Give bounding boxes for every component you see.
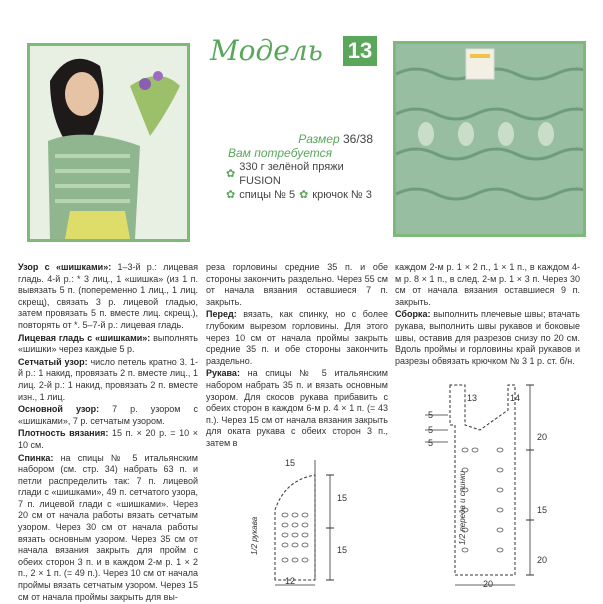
model-title: Модель (210, 34, 323, 67)
paragraph-title: Спинка: (18, 452, 54, 463)
paragraph-text: выполнять «шишки» через каждые 5 р. (18, 332, 198, 355)
sleeve-diagram-label: 1/2 рукава (250, 516, 259, 555)
paragraph-text: каждом 2-м р. 1 × 2 п., 1 × 1 п., в каждом 4-м р. 8 × 1 п., в след. 2-м р. 1 × 3 п. Через 30 см от начала вязания оставшиеся 9 п. закрыть. (395, 262, 580, 307)
paragraph-title: Сборка: (395, 309, 431, 320)
model-photo (27, 43, 190, 242)
paragraph-text: 15 п. × 20 р. = 10 × 10 см. (18, 428, 198, 450)
paragraph (206, 262, 388, 308)
flower-icon: ✿ (226, 189, 236, 201)
flower-icon: ✿ (226, 168, 236, 180)
body-dim-low: 20 (537, 555, 548, 565)
body-dim-bottom: 20 (483, 579, 494, 589)
flower-icon: ✿ (299, 189, 309, 201)
paragraph-text: выполнить плечевые швы; втачать рукава, выполнить швы рукавов и боковые швы, оставив для разрезов снизу по 20 см. Вдоль проймы и горловины край рукавов и разрезы обвязать крючком № 3 1 р. ст. б/н. (395, 309, 580, 366)
paragraph-title: Узор с «шишками»: (18, 262, 112, 272)
sleeve-dim-lower: 15 (337, 545, 348, 555)
detail-photo (393, 41, 586, 237)
body-dim-neck: 13 (467, 393, 478, 403)
body-dim-c: 5 (428, 438, 434, 448)
size-value: 36/38 (342, 132, 373, 146)
yarn-line (226, 160, 383, 188)
paragraph-title: Основной узор: (18, 404, 100, 415)
paragraph-text: 7 р. узором с «шишками», 7 р. сетчатым узором. (18, 404, 198, 426)
paragraph-text: на спицы № 5 итальянским набором набрать 35 п. и вязать основным узором. Для скосов рукава прибавить с обеих сторон в каждом 6-м р. 4 × 1 п. (= 43 п.). Через 15 см от начала вязания закрыть для оката рукава с обеих сторон 3 п., затем в (206, 368, 388, 448)
paragraph-title: Перед: (206, 309, 237, 320)
body-dim-armhole: 20 (537, 432, 548, 442)
sleeve-dim-upper: 15 (337, 493, 348, 503)
instructions-column-1 (18, 262, 198, 604)
knit-detail-image (396, 44, 583, 234)
body-dim-b: 5 (428, 425, 434, 435)
size-line (198, 132, 373, 146)
paragraph (18, 453, 198, 604)
materials-heading: Вам потребуется (228, 146, 333, 160)
paragraph (18, 404, 198, 427)
model-number-badge: 13 (343, 36, 377, 66)
size-label: Размер (298, 132, 340, 146)
sleeve-diagram (240, 450, 375, 600)
instructions-column-2 (206, 262, 388, 451)
paragraph-text: число петель кратно 3. 1-й р.: 1 накид, провязать 2 п. вместе лиц., 1 лиц. 2-й р.: 1 накид, провязать 2 п. вместе изн., 1 лиц. (18, 356, 198, 402)
paragraph-text: реза горловины средние 35 п. и обе стороны закончить раздельно. Через 55 см от начала вязания оставшиеся 7 п. закрыть. (206, 262, 388, 307)
paragraph-title: Сетчатый узор: (18, 356, 88, 367)
paragraph-text: на спицы № 5 итальянским набором (см. стр. 34) набрать 63 п. и петли распределить так: 7 п. лицевой глади с «шишками», 49 п. сетчатого узора, 7 п. лицевой глади с «шишками». Через 20 см от начала работы вязать сетчатым узором. Через 30 см от начала работы вязать основным узором. Через 35 см от начала вязания закрыть для пройм с обеих сторон 3 п. и в каждом 2-м р. 1 × 2 п., 2 × 1 п. (= 49 п.). Через 10 см от начала проймы вязать сетчатым узором. Через 15 см от начала проймы закрыть для вы- (18, 452, 198, 602)
paragraph (206, 368, 388, 449)
sleeve-outline (275, 475, 315, 580)
paragraph (18, 262, 198, 332)
body-dim-a: 5 (428, 410, 434, 420)
paragraph-title: Плотность вязания: (18, 428, 109, 439)
paragraph-text: 1–3-й р.: лицевая гладь. 4-й р.: * 3 лиц., 1 «шишка» (из 1 п. вывязать 5 п. (попеременно 1 лиц., 1 лиц. скрещ), связать 3 р. лицевой гладью, затем провязать 5 п. вместе лиц. скрещ.), повторять от *. 5–7-й р.: лицевая гладь. (18, 262, 198, 330)
body-diagram-label: 1/2 переда и спинки (458, 470, 467, 545)
hook-text: крючок № 3 (312, 189, 372, 201)
sleeve-dim-top: 15 (285, 458, 296, 468)
paragraph-title: Рукава: (206, 368, 240, 379)
paragraph (18, 428, 198, 451)
body-dim-mid: 15 (537, 505, 548, 515)
paragraph (206, 309, 388, 367)
paragraph-title: Лицевая гладь с «шишками»: (18, 332, 151, 343)
model-figure-image (30, 46, 187, 239)
paragraph-text: вязать, как спинку, но с более глубоким вырезом горловины. Для этого через 10 см от начала проймы закрыть средние 35 п. и обе стороны закончить раздельно. (206, 309, 388, 366)
paragraph (395, 309, 580, 367)
paragraph (18, 357, 198, 403)
paragraph (18, 333, 198, 356)
body-diagram (420, 380, 560, 600)
yarn-text: 330 г зелёной пряжи FUSION (239, 161, 344, 187)
needles-text: спицы № 5 (239, 189, 296, 201)
body-dim-shoulder: 14 (510, 393, 521, 403)
paragraph (395, 262, 580, 308)
specs-block (198, 132, 383, 202)
instructions-column-3 (395, 262, 580, 368)
sleeve-dim-bottom: 12 (285, 576, 296, 586)
tools-line (226, 188, 383, 202)
